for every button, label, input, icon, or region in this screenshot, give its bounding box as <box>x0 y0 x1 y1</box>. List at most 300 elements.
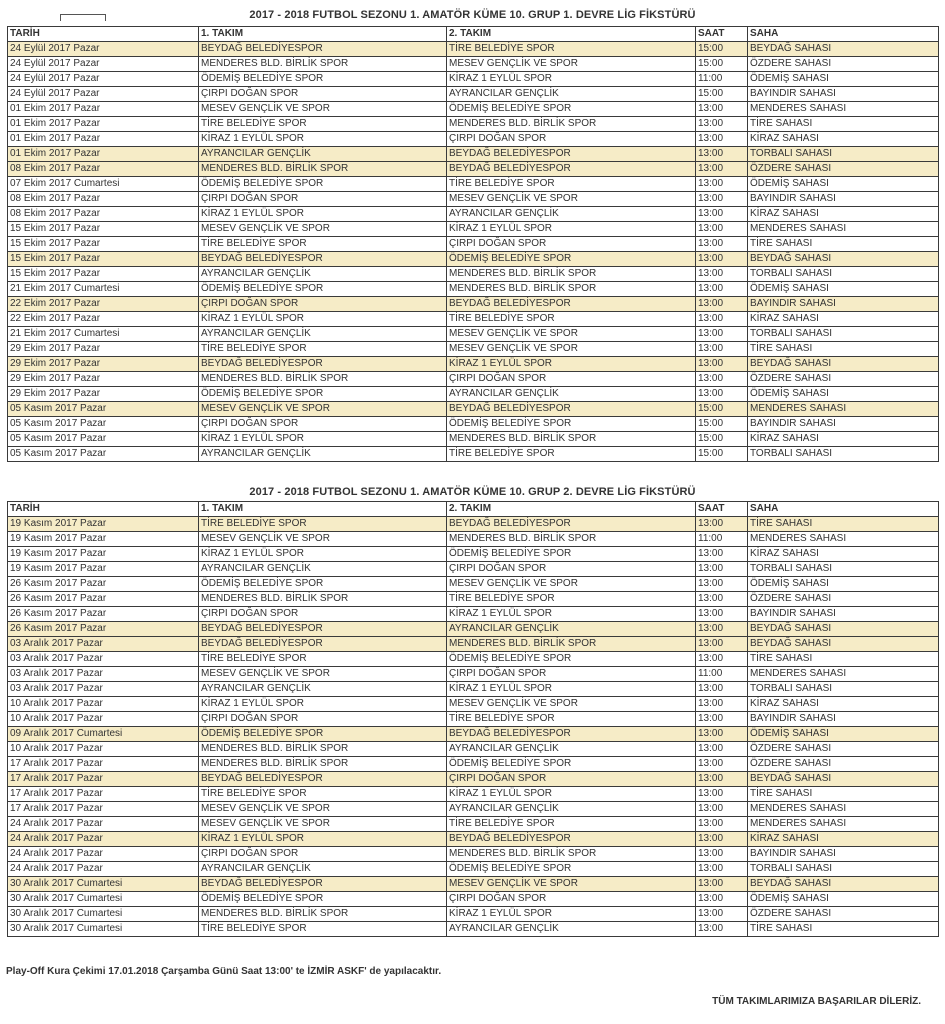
cell-team1: ÇIRPI DOĞAN SPOR <box>199 192 447 207</box>
cell-field: BAYINDIR SAHASI <box>748 297 939 312</box>
cell-date: 10 Aralık 2017 Pazar <box>8 712 199 727</box>
cell-team1: MENDERES BLD. BİRLİK SPOR <box>199 757 447 772</box>
cell-team2: ÖDEMİŞ BELEDİYE SPOR <box>447 252 696 267</box>
table-row <box>8 72 939 87</box>
cell-team1: KİRAZ 1 EYLÜL SPOR <box>199 312 447 327</box>
cell-team2: ÖDEMİŞ BELEDİYE SPOR <box>447 757 696 772</box>
cell-time: 13:00 <box>696 517 748 532</box>
cell-date: 09 Aralık 2017 Cumartesi <box>8 727 199 742</box>
cell-time: 11:00 <box>696 667 748 682</box>
cell-team2: BEYDAĞ BELEDİYESPOR <box>447 832 696 847</box>
cell-team2: BEYDAĞ BELEDİYESPOR <box>447 402 696 417</box>
table-row <box>8 432 939 447</box>
cell-date: 21 Ekim 2017 Cumartesi <box>8 282 199 297</box>
cell-team2: AYRANCILAR GENÇLİK <box>447 207 696 222</box>
cell-team1: MENDERES BLD. BİRLİK SPOR <box>199 57 447 72</box>
cell-team1: MESEV GENÇLİK VE SPOR <box>199 222 447 237</box>
cell-field: TİRE SAHASI <box>748 117 939 132</box>
cell-date: 26 Kasım 2017 Pazar <box>8 607 199 622</box>
cell-date: 07 Ekim 2017 Cumartesi <box>8 177 199 192</box>
table-row <box>8 622 939 637</box>
cell-date: 03 Aralık 2017 Pazar <box>8 667 199 682</box>
cell-field: MENDERES SAHASI <box>748 222 939 237</box>
cell-team1: ÇIRPI DOĞAN SPOR <box>199 607 447 622</box>
table-row <box>8 802 939 817</box>
cell-team1: BEYDAĞ BELEDİYESPOR <box>199 42 447 57</box>
cell-team2: MESEV GENÇLİK VE SPOR <box>447 877 696 892</box>
cell-field: BEYDAĞ SAHASI <box>748 42 939 57</box>
cell-date: 17 Aralık 2017 Pazar <box>8 772 199 787</box>
cell-date: 19 Kasım 2017 Pazar <box>8 547 199 562</box>
cell-date: 22 Ekim 2017 Pazar <box>8 297 199 312</box>
cell-team1: KİRAZ 1 EYLÜL SPOR <box>199 432 447 447</box>
cell-team2: AYRANCILAR GENÇLİK <box>447 922 696 937</box>
cell-team2: MENDERES BLD. BİRLİK SPOR <box>447 267 696 282</box>
cell-field: MENDERES SAHASI <box>748 667 939 682</box>
cell-team1: MENDERES BLD. BİRLİK SPOR <box>199 162 447 177</box>
cell-time: 15:00 <box>696 417 748 432</box>
table-row <box>8 147 939 162</box>
table-header-row <box>8 27 939 42</box>
table-row <box>8 847 939 862</box>
cell-field: ÖZDERE SAHASI <box>748 907 939 922</box>
cell-field: MENDERES SAHASI <box>748 102 939 117</box>
cell-time: 13:00 <box>696 387 748 402</box>
cell-date: 17 Aralık 2017 Pazar <box>8 802 199 817</box>
cell-team1: KİRAZ 1 EYLÜL SPOR <box>199 132 447 147</box>
cell-date: 15 Ekim 2017 Pazar <box>8 237 199 252</box>
cell-date: 08 Ekim 2017 Pazar <box>8 162 199 177</box>
cell-team1: MENDERES BLD. BİRLİK SPOR <box>199 742 447 757</box>
cell-team2: MESEV GENÇLİK VE SPOR <box>447 57 696 72</box>
cell-date: 17 Aralık 2017 Pazar <box>8 757 199 772</box>
cell-field: KİRAZ SAHASI <box>748 832 939 847</box>
cell-date: 15 Ekim 2017 Pazar <box>8 222 199 237</box>
table-row <box>8 297 939 312</box>
table-row <box>8 832 939 847</box>
table-row <box>8 57 939 72</box>
cell-team2: KİRAZ 1 EYLÜL SPOR <box>447 222 696 237</box>
table-row <box>8 417 939 432</box>
cell-team1: MESEV GENÇLİK VE SPOR <box>199 667 447 682</box>
cell-time: 13:00 <box>696 637 748 652</box>
table-header-row <box>8 502 939 517</box>
cell-team2: TİRE BELEDİYE SPOR <box>447 592 696 607</box>
cell-field: TORBALI SAHASI <box>748 147 939 162</box>
cell-team1: ÇIRPI DOĞAN SPOR <box>199 847 447 862</box>
table-row <box>8 402 939 417</box>
cell-team1: TİRE BELEDİYE SPOR <box>199 652 447 667</box>
cell-team2: TİRE BELEDİYE SPOR <box>447 712 696 727</box>
cell-time: 11:00 <box>696 532 748 547</box>
cell-date: 05 Kasım 2017 Pazar <box>8 417 199 432</box>
cell-team2: TİRE BELEDİYE SPOR <box>447 817 696 832</box>
cell-time: 13:00 <box>696 357 748 372</box>
cell-team2: MENDERES BLD. BİRLİK SPOR <box>447 117 696 132</box>
cell-field: TİRE SAHASI <box>748 517 939 532</box>
cell-date: 24 Eylül 2017 Pazar <box>8 42 199 57</box>
cell-time: 13:00 <box>696 547 748 562</box>
cell-team1: AYRANCILAR GENÇLİK <box>199 862 447 877</box>
cell-time: 13:00 <box>696 562 748 577</box>
cell-field: ÖZDERE SAHASI <box>748 372 939 387</box>
header-field: SAHA <box>748 502 939 517</box>
cell-team2: ÇIRPI DOĞAN SPOR <box>447 372 696 387</box>
cell-team1: ÇIRPI DOĞAN SPOR <box>199 712 447 727</box>
cell-team2: MESEV GENÇLİK VE SPOR <box>447 577 696 592</box>
cell-date: 24 Aralık 2017 Pazar <box>8 847 199 862</box>
cell-time: 13:00 <box>696 267 748 282</box>
cell-team2: AYRANCILAR GENÇLİK <box>447 622 696 637</box>
cell-field: TİRE SAHASI <box>748 342 939 357</box>
cell-date: 24 Eylül 2017 Pazar <box>8 57 199 72</box>
cell-field: BEYDAĞ SAHASI <box>748 622 939 637</box>
cell-date: 24 Aralık 2017 Pazar <box>8 817 199 832</box>
cell-time: 13:00 <box>696 697 748 712</box>
cell-field: KİRAZ SAHASI <box>748 312 939 327</box>
table-row <box>8 667 939 682</box>
cell-team2: KİRAZ 1 EYLÜL SPOR <box>447 907 696 922</box>
table-row <box>8 282 939 297</box>
cell-team1: MESEV GENÇLİK VE SPOR <box>199 102 447 117</box>
cell-time: 13:00 <box>696 222 748 237</box>
cell-field: BAYINDIR SAHASI <box>748 712 939 727</box>
cell-date: 01 Ekim 2017 Pazar <box>8 102 199 117</box>
cell-field: TORBALI SAHASI <box>748 327 939 342</box>
cell-time: 15:00 <box>696 42 748 57</box>
table-row <box>8 652 939 667</box>
cell-team2: AYRANCILAR GENÇLİK <box>447 387 696 402</box>
cell-team2: BEYDAĞ BELEDİYESPOR <box>447 147 696 162</box>
cell-team2: ÖDEMİŞ BELEDİYE SPOR <box>447 862 696 877</box>
cell-field: ÖDEMİŞ SAHASI <box>748 577 939 592</box>
cell-time: 13:00 <box>696 682 748 697</box>
cell-date: 03 Aralık 2017 Pazar <box>8 652 199 667</box>
cell-field: KİRAZ SAHASI <box>748 132 939 147</box>
cell-date: 26 Kasım 2017 Pazar <box>8 622 199 637</box>
cell-date: 05 Kasım 2017 Pazar <box>8 402 199 417</box>
cell-time: 13:00 <box>696 892 748 907</box>
cell-team2: ÖDEMİŞ BELEDİYE SPOR <box>447 417 696 432</box>
cell-team1: BEYDAĞ BELEDİYESPOR <box>199 637 447 652</box>
cell-field: ÖDEMİŞ SAHASI <box>748 72 939 87</box>
cell-field: MENDERES SAHASI <box>748 802 939 817</box>
cell-team1: AYRANCILAR GENÇLİK <box>199 147 447 162</box>
cell-time: 13:00 <box>696 592 748 607</box>
cell-team2: ÖDEMİŞ BELEDİYE SPOR <box>447 652 696 667</box>
table-row <box>8 132 939 147</box>
table-row <box>8 192 939 207</box>
table-row <box>8 267 939 282</box>
cell-field: KİRAZ SAHASI <box>748 547 939 562</box>
table-row <box>8 222 939 237</box>
cell-team1: KİRAZ 1 EYLÜL SPOR <box>199 207 447 222</box>
cell-field: BEYDAĞ SAHASI <box>748 772 939 787</box>
header-time: SAAT <box>696 27 748 42</box>
cell-time: 13:00 <box>696 372 748 387</box>
cell-date: 05 Kasım 2017 Pazar <box>8 447 199 462</box>
cell-field: BAYINDIR SAHASI <box>748 607 939 622</box>
cell-field: ÖZDERE SAHASI <box>748 742 939 757</box>
cell-date: 29 Ekim 2017 Pazar <box>8 372 199 387</box>
cell-date: 24 Aralık 2017 Pazar <box>8 832 199 847</box>
cell-team2: BEYDAĞ BELEDİYESPOR <box>447 297 696 312</box>
cell-date: 05 Kasım 2017 Pazar <box>8 432 199 447</box>
cell-team2: AYRANCILAR GENÇLİK <box>447 742 696 757</box>
cell-field: ÖZDERE SAHASI <box>748 757 939 772</box>
table-row <box>8 742 939 757</box>
table-row <box>8 87 939 102</box>
cell-date: 29 Ekim 2017 Pazar <box>8 357 199 372</box>
cell-team1: BEYDAĞ BELEDİYESPOR <box>199 877 447 892</box>
cell-time: 15:00 <box>696 57 748 72</box>
table-row <box>8 342 939 357</box>
cell-team1: AYRANCILAR GENÇLİK <box>199 327 447 342</box>
cell-team2: MENDERES BLD. BİRLİK SPOR <box>447 282 696 297</box>
cell-team1: TİRE BELEDİYE SPOR <box>199 787 447 802</box>
cell-team2: TİRE BELEDİYE SPOR <box>447 447 696 462</box>
cell-field: ÖDEMİŞ SAHASI <box>748 727 939 742</box>
table-row <box>8 682 939 697</box>
cell-team2: TİRE BELEDİYE SPOR <box>447 177 696 192</box>
table-row <box>8 177 939 192</box>
cell-team2: KİRAZ 1 EYLÜL SPOR <box>447 72 696 87</box>
cell-time: 13:00 <box>696 787 748 802</box>
cell-time: 13:00 <box>696 607 748 622</box>
cell-time: 13:00 <box>696 832 748 847</box>
cell-team1: MESEV GENÇLİK VE SPOR <box>199 402 447 417</box>
table-row <box>8 357 939 372</box>
cell-team2: MESEV GENÇLİK VE SPOR <box>447 342 696 357</box>
cell-team2: KİRAZ 1 EYLÜL SPOR <box>447 607 696 622</box>
cell-time: 13:00 <box>696 282 748 297</box>
cell-team1: AYRANCILAR GENÇLİK <box>199 562 447 577</box>
table-row <box>8 637 939 652</box>
cell-team2: MENDERES BLD. BİRLİK SPOR <box>447 847 696 862</box>
table-row <box>8 42 939 57</box>
cell-time: 15:00 <box>696 432 748 447</box>
cell-team2: MESEV GENÇLİK VE SPOR <box>447 697 696 712</box>
cell-time: 13:00 <box>696 727 748 742</box>
cell-date: 30 Aralık 2017 Cumartesi <box>8 907 199 922</box>
cell-team2: MESEV GENÇLİK VE SPOR <box>447 192 696 207</box>
cell-time: 13:00 <box>696 162 748 177</box>
cell-time: 13:00 <box>696 907 748 922</box>
cell-date: 17 Aralık 2017 Pazar <box>8 787 199 802</box>
header-team2: 2. TAKIM <box>447 27 696 42</box>
cell-time: 13:00 <box>696 237 748 252</box>
cell-field: BAYINDIR SAHASI <box>748 87 939 102</box>
cell-team2: MESEV GENÇLİK VE SPOR <box>447 327 696 342</box>
cell-team2: KİRAZ 1 EYLÜL SPOR <box>447 682 696 697</box>
cell-date: 01 Ekim 2017 Pazar <box>8 132 199 147</box>
cell-team2: TİRE BELEDİYE SPOR <box>447 312 696 327</box>
cell-date: 03 Aralık 2017 Pazar <box>8 637 199 652</box>
table-row <box>8 312 939 327</box>
header-date: TARİH <box>8 502 199 517</box>
cell-time: 13:00 <box>696 252 748 267</box>
cell-date: 15 Ekim 2017 Pazar <box>8 267 199 282</box>
cell-team2: ÇIRPI DOĞAN SPOR <box>447 562 696 577</box>
cell-team1: ÖDEMİŞ BELEDİYE SPOR <box>199 72 447 87</box>
cell-team1: ÖDEMİŞ BELEDİYE SPOR <box>199 577 447 592</box>
cell-time: 13:00 <box>696 207 748 222</box>
cell-time: 13:00 <box>696 652 748 667</box>
table-row <box>8 892 939 907</box>
cell-time: 15:00 <box>696 447 748 462</box>
cell-field: ÖDEMİŞ SAHASI <box>748 177 939 192</box>
cell-field: TİRE SAHASI <box>748 237 939 252</box>
cell-team1: MESEV GENÇLİK VE SPOR <box>199 532 447 547</box>
cell-date: 29 Ekim 2017 Pazar <box>8 387 199 402</box>
cell-team2: KİRAZ 1 EYLÜL SPOR <box>447 357 696 372</box>
table-row <box>8 817 939 832</box>
cell-time: 13:00 <box>696 742 748 757</box>
table-row <box>8 117 939 132</box>
cell-team1: ÖDEMİŞ BELEDİYE SPOR <box>199 282 447 297</box>
cell-time: 13:00 <box>696 877 748 892</box>
cell-team1: ÖDEMİŞ BELEDİYE SPOR <box>199 727 447 742</box>
table-row <box>8 607 939 622</box>
cell-field: BEYDAĞ SAHASI <box>748 637 939 652</box>
cell-date: 24 Eylül 2017 Pazar <box>8 87 199 102</box>
table-row <box>8 517 939 532</box>
cell-team1: ÇIRPI DOĞAN SPOR <box>199 87 447 102</box>
table-row <box>8 252 939 267</box>
cell-date: 30 Aralık 2017 Cumartesi <box>8 877 199 892</box>
cell-team1: TİRE BELEDİYE SPOR <box>199 237 447 252</box>
cell-team2: AYRANCILAR GENÇLİK <box>447 87 696 102</box>
cell-time: 13:00 <box>696 132 748 147</box>
cell-date: 08 Ekim 2017 Pazar <box>8 192 199 207</box>
cell-time: 13:00 <box>696 327 748 342</box>
cell-team2: BEYDAĞ BELEDİYESPOR <box>447 727 696 742</box>
cell-date: 19 Kasım 2017 Pazar <box>8 517 199 532</box>
cell-time: 13:00 <box>696 922 748 937</box>
cell-team2: ÖDEMİŞ BELEDİYE SPOR <box>447 547 696 562</box>
cell-team2: BEYDAĞ BELEDİYESPOR <box>447 517 696 532</box>
cell-team1: BEYDAĞ BELEDİYESPOR <box>199 622 447 637</box>
table-row <box>8 532 939 547</box>
cell-date: 21 Ekim 2017 Cumartesi <box>8 327 199 342</box>
cell-team2: KİRAZ 1 EYLÜL SPOR <box>447 787 696 802</box>
table-row <box>8 862 939 877</box>
cell-time: 15:00 <box>696 87 748 102</box>
cell-team1: AYRANCILAR GENÇLİK <box>199 267 447 282</box>
cell-time: 13:00 <box>696 577 748 592</box>
table-row <box>8 102 939 117</box>
cell-team2: MENDERES BLD. BİRLİK SPOR <box>447 432 696 447</box>
cell-team2: TİRE BELEDİYE SPOR <box>447 42 696 57</box>
table-row <box>8 757 939 772</box>
cell-date: 26 Kasım 2017 Pazar <box>8 577 199 592</box>
cell-team2: ÇIRPI DOĞAN SPOR <box>447 132 696 147</box>
cell-date: 10 Aralık 2017 Pazar <box>8 697 199 712</box>
playoff-draw-note: Play-Off Kura Çekimi 17.01.2018 Çarşamba Günü Saat 13:00' te İZMİR ASKF' de yapılacaktır. <box>6 966 442 977</box>
header-time: SAAT <box>696 502 748 517</box>
cell-team2: AYRANCILAR GENÇLİK <box>447 802 696 817</box>
cell-field: TİRE SAHASI <box>748 652 939 667</box>
cell-team1: ÇIRPI DOĞAN SPOR <box>199 417 447 432</box>
cell-field: MENDERES SAHASI <box>748 817 939 832</box>
cell-team1: AYRANCILAR GENÇLİK <box>199 447 447 462</box>
cell-time: 13:00 <box>696 757 748 772</box>
closing-message: TÜM TAKIMLARIMIZA BAŞARILAR DİLERİZ. <box>712 996 921 1007</box>
cell-team2: ÇIRPI DOĞAN SPOR <box>447 667 696 682</box>
cell-time: 13:00 <box>696 192 748 207</box>
cell-time: 13:00 <box>696 312 748 327</box>
table-row <box>8 162 939 177</box>
cell-time: 13:00 <box>696 117 748 132</box>
second-half-fixture-table <box>7 501 939 937</box>
table-row <box>8 387 939 402</box>
cell-team2: ÇIRPI DOĞAN SPOR <box>447 772 696 787</box>
table-row <box>8 877 939 892</box>
cell-team1: ÖDEMİŞ BELEDİYE SPOR <box>199 177 447 192</box>
table-row <box>8 712 939 727</box>
cell-field: TORBALI SAHASI <box>748 267 939 282</box>
cell-time: 13:00 <box>696 147 748 162</box>
cell-field: ÖDEMİŞ SAHASI <box>748 282 939 297</box>
cell-team1: TİRE BELEDİYE SPOR <box>199 117 447 132</box>
header-date: TARİH <box>8 27 199 42</box>
cell-team1: BEYDAĞ BELEDİYESPOR <box>199 357 447 372</box>
cell-field: TORBALI SAHASI <box>748 682 939 697</box>
table-row <box>8 772 939 787</box>
table-row <box>8 207 939 222</box>
cell-field: BEYDAĞ SAHASI <box>748 357 939 372</box>
table-row <box>8 372 939 387</box>
cell-date: 08 Ekim 2017 Pazar <box>8 207 199 222</box>
cell-date: 15 Ekim 2017 Pazar <box>8 252 199 267</box>
cell-team1: MESEV GENÇLİK VE SPOR <box>199 817 447 832</box>
cell-field: TİRE SAHASI <box>748 922 939 937</box>
cell-date: 30 Aralık 2017 Cumartesi <box>8 892 199 907</box>
cell-field: MENDERES SAHASI <box>748 532 939 547</box>
cell-date: 26 Kasım 2017 Pazar <box>8 592 199 607</box>
cell-time: 11:00 <box>696 72 748 87</box>
cell-field: ÖZDERE SAHASI <box>748 57 939 72</box>
cell-field: TORBALI SAHASI <box>748 562 939 577</box>
cell-time: 13:00 <box>696 622 748 637</box>
cell-date: 30 Aralık 2017 Cumartesi <box>8 922 199 937</box>
cell-time: 13:00 <box>696 817 748 832</box>
cell-field: BEYDAĞ SAHASI <box>748 877 939 892</box>
cell-team1: ÇIRPI DOĞAN SPOR <box>199 297 447 312</box>
cell-date: 29 Ekim 2017 Pazar <box>8 342 199 357</box>
cell-team2: ÇIRPI DOĞAN SPOR <box>447 892 696 907</box>
cell-team2: BEYDAĞ BELEDİYESPOR <box>447 162 696 177</box>
cell-team1: KİRAZ 1 EYLÜL SPOR <box>199 697 447 712</box>
cell-time: 13:00 <box>696 297 748 312</box>
second-half-title: 2017 - 2018 FUTBOL SEZONU 1. AMATÖR KÜME 10. GRUP 2. DEVRE LİG FİKSTÜRÜ <box>249 486 696 498</box>
cell-field: BAYINDIR SAHASI <box>748 417 939 432</box>
cell-field: ÖDEMİŞ SAHASI <box>748 387 939 402</box>
cell-time: 15:00 <box>696 402 748 417</box>
cell-team1: MENDERES BLD. BİRLİK SPOR <box>199 592 447 607</box>
cell-field: MENDERES SAHASI <box>748 402 939 417</box>
table-row <box>8 922 939 937</box>
cell-date: 19 Kasım 2017 Pazar <box>8 562 199 577</box>
header-team1: 1. TAKIM <box>199 502 447 517</box>
table-row <box>8 547 939 562</box>
cell-team1: MENDERES BLD. BİRLİK SPOR <box>199 372 447 387</box>
cell-team2: ÖDEMİŞ BELEDİYE SPOR <box>447 102 696 117</box>
cell-time: 13:00 <box>696 177 748 192</box>
header-team1: 1. TAKIM <box>199 27 447 42</box>
table-row <box>8 907 939 922</box>
header-team2: 2. TAKIM <box>447 502 696 517</box>
